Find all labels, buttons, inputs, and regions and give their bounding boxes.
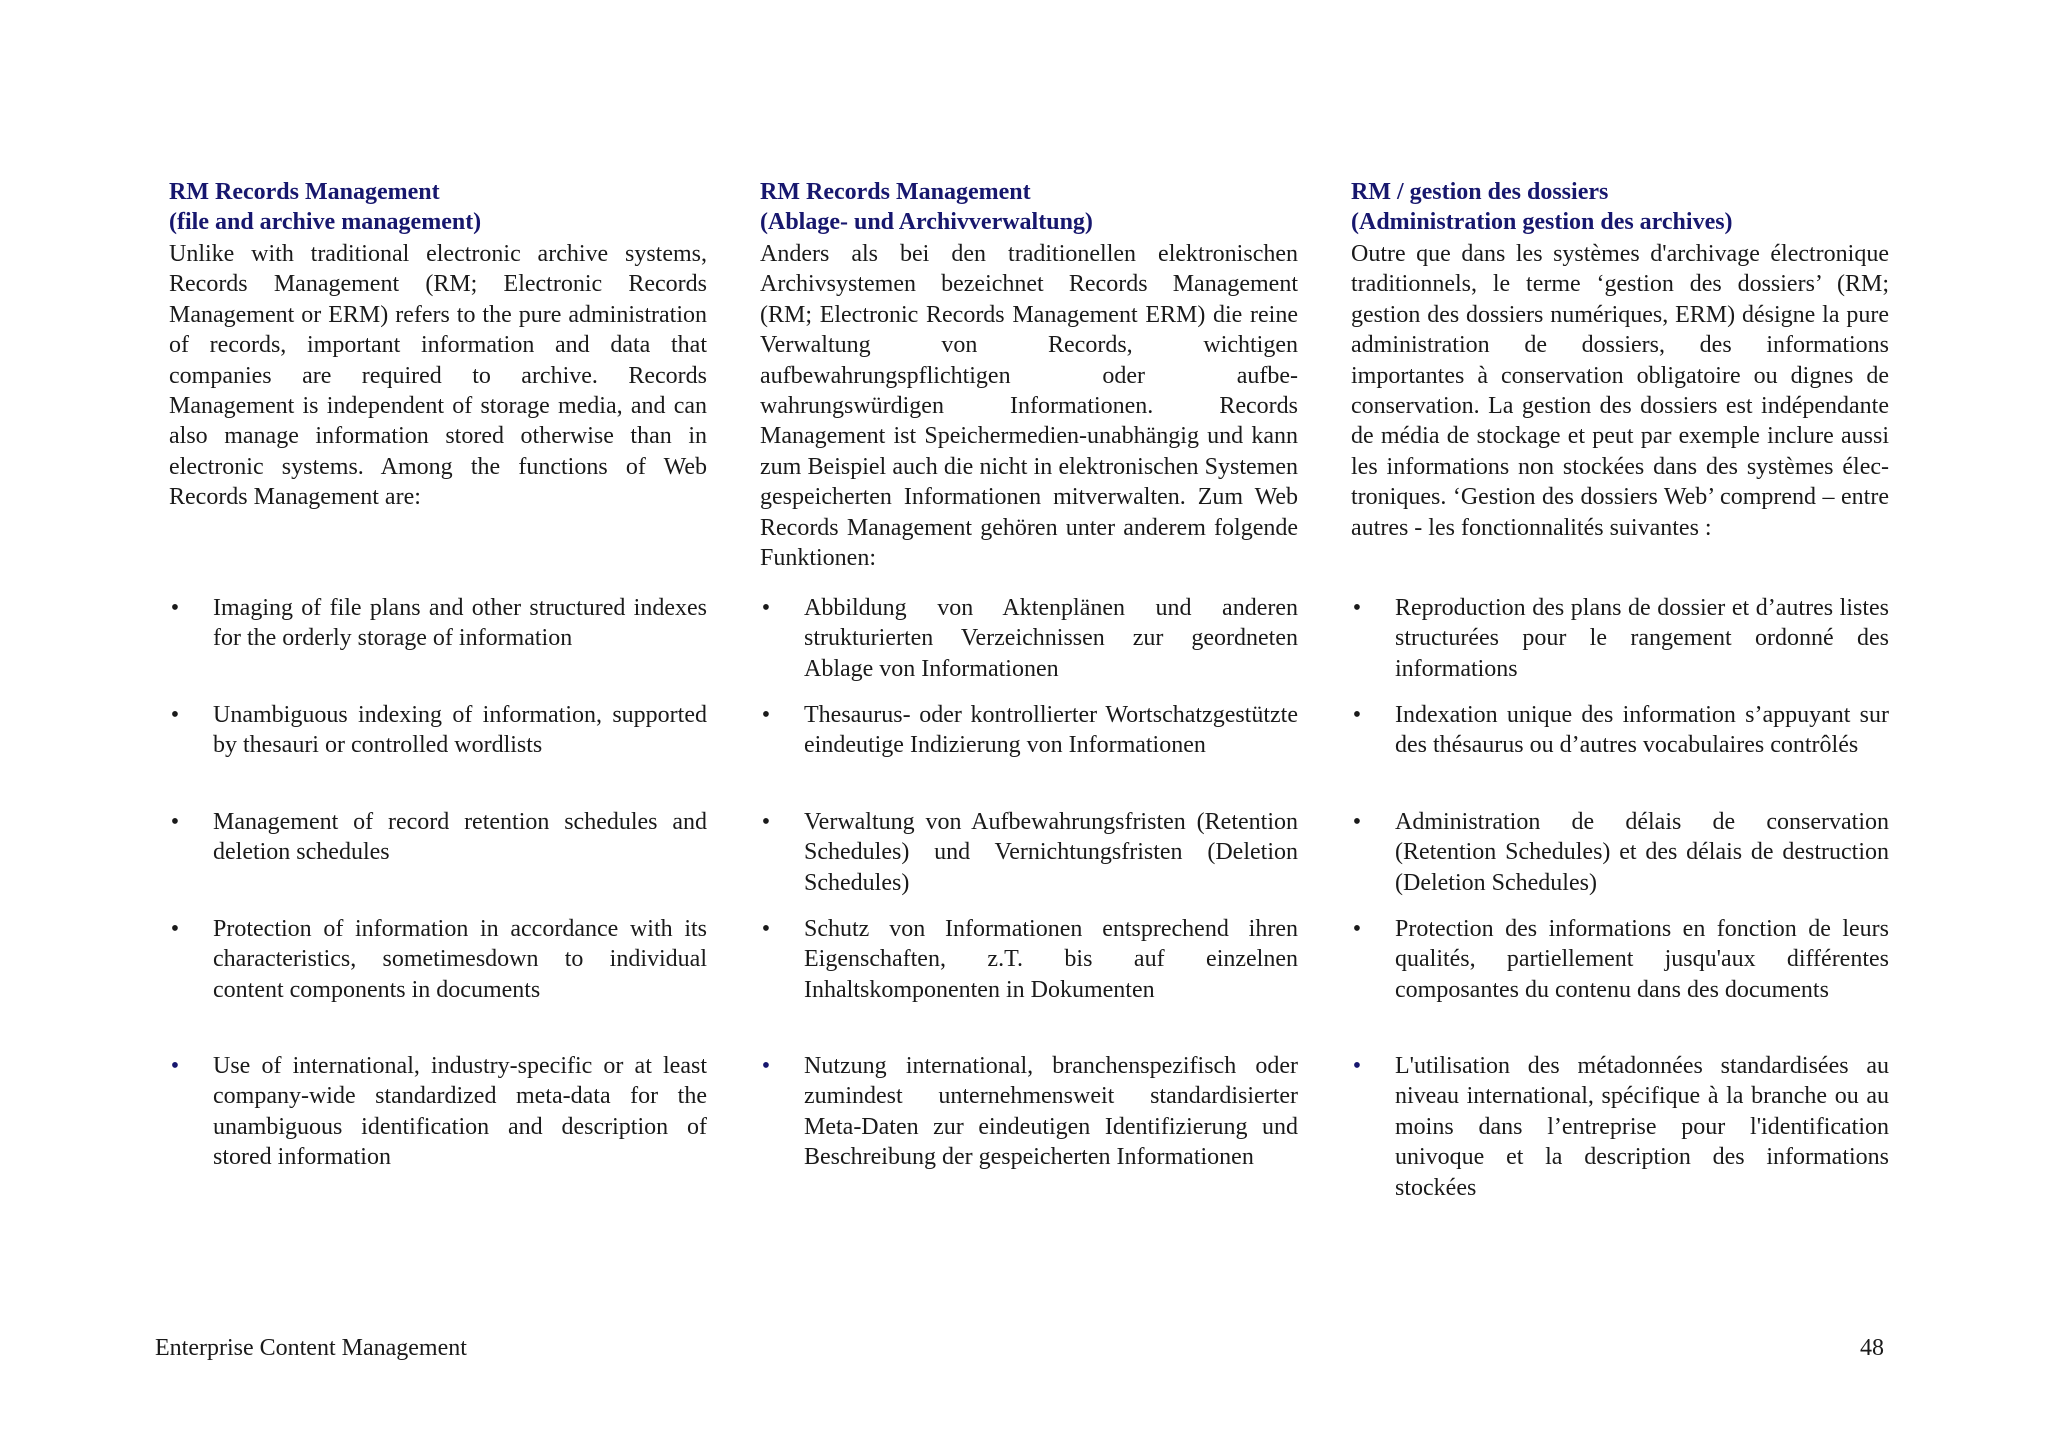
heading-line-2: (file and archive management) — [169, 209, 482, 235]
section-heading — [169, 177, 707, 239]
list-item — [1351, 593, 1889, 700]
heading-line-1: RM / gestion des dossiers — [1351, 179, 1609, 205]
bullet-icon: • — [170, 1053, 180, 1079]
bullet-icon: • — [761, 595, 771, 621]
list-item — [760, 914, 1298, 1051]
bullet-icon: • — [761, 1053, 771, 1079]
list-item — [169, 807, 707, 914]
heading-line-1: RM Records Management — [169, 179, 440, 205]
heading-line-1: RM Records Management — [760, 179, 1031, 205]
section-heading — [1351, 177, 1889, 239]
heading-line-2: (Administration gestion des archives) — [1351, 209, 1733, 235]
intro-paragraph: Outre que dans les systèmes d'archivage électronique traditionnels, le terme ‘gestion des dossiers’ (RM; gestion des dossiers numériques, ERM) désigne la pure administration de dossiers, des informations importantes à conservation obligatoire ou dignes de conservation. La gestion des dossiers est indépendante de média de stockage et peut par exemple inclure aussi les informations non stockées dans des systèmes électroniques. ‘Gestion des dossiers Web’ comprend – entre autres - les fonctionnalités suivantes : — [1351, 241, 1889, 541]
list-item — [1351, 700, 1889, 807]
list-item-text: Administration de délais de conservation (Retention Schedules) et des délais de destruction (Deletion Schedules) — [1395, 809, 1889, 896]
list-item — [760, 700, 1298, 807]
list-item-text: Nutzung international, branchenspezifisch oder zumindest unternehmensweit standardisierter Meta-Daten zur eindeutigen Identifizierung und Beschreibung der gespeicherten Informationen — [804, 1053, 1298, 1171]
bullet-icon: • — [1352, 809, 1362, 835]
footer-title: Enterprise Content Management — [155, 1335, 467, 1361]
list-item-text: Protection des informations en fonction de leurs qualités, partiellement jusqu'aux différentes composantes du contenu dans des documents — [1395, 916, 1889, 1003]
list-item — [169, 700, 707, 807]
list-item — [169, 593, 707, 700]
list-item — [760, 593, 1298, 700]
list-item-text: Reproduction des plans de dossier et d’autres listes structurées pour le rangement ordonné des informations — [1395, 595, 1889, 682]
bullet-icon: • — [170, 595, 180, 621]
function-list — [760, 593, 1298, 1181]
bullet-icon: • — [1352, 916, 1362, 942]
bullet-icon: • — [170, 702, 180, 728]
list-item — [760, 1051, 1298, 1181]
column-english — [169, 177, 707, 1181]
bullet-icon: • — [170, 809, 180, 835]
bullet-icon: • — [1352, 702, 1362, 728]
list-item-text: Indexation unique des information s’appuyant sur des thésaurus ou d’autres vocabulaires contrôlés — [1395, 702, 1889, 759]
bullet-icon: • — [1352, 1053, 1362, 1079]
list-item — [1351, 914, 1889, 1051]
bullet-icon: • — [1352, 595, 1362, 621]
heading-line-2: (Ablage- und Archivverwaltung) — [760, 209, 1093, 235]
bullet-icon: • — [761, 809, 771, 835]
list-item-text: Thesaurus- oder kontrollierter Wortschatzgestützte eindeutige Indizierung von Informationen — [804, 702, 1298, 759]
list-item-text: Management of record retention schedules and deletion schedules — [213, 809, 707, 866]
list-item-text: Use of international, industry-specific or at least company-wide standardized meta-data for the unambiguous identification and description of stored information — [213, 1053, 707, 1171]
list-item — [169, 1051, 707, 1181]
list-item-text: Schutz von Informationen entsprechend ihren Eigenschaften, z.T. bis auf einzelnen Inhaltskomponenten in Dokumenten — [804, 916, 1298, 1003]
intro-paragraph: Unlike with traditional electronic archive systems, Records Management (RM; Electronic Records Management or ERM) refers to the pure administration of records, important information and data that companies are required to archive. Records Management is independent of storage media, and can also manage information stored otherwise than in electronic systems. Among the functions of Web Records Management are: — [169, 241, 707, 511]
function-list — [169, 593, 707, 1181]
bullet-icon: • — [761, 916, 771, 942]
section-heading — [760, 177, 1298, 239]
page-number: 48 — [1860, 1335, 1884, 1361]
function-list — [1351, 593, 1889, 1201]
list-item-text: Abbildung von Aktenplänen und anderen strukturierten Verzeichnissen zur geordneten Ablage von Informationen — [804, 595, 1298, 682]
list-item — [169, 914, 707, 1051]
list-item-text: Imaging of file plans and other structured indexes for the orderly storage of information — [213, 595, 707, 652]
list-item-text: Verwaltung von Aufbewahrungsfristen (Retention Schedules) und Vernichtungsfristen (Deletion Schedules) — [804, 809, 1298, 896]
intro-paragraph: Anders als bei den traditionellen elektronischen Archivsystemen bezeichnet Records Management (RM; Electronic Records Management ERM) die reine Verwaltung von Records, wichtigen aufbewahrungspflichtigen oder aufbewahrungswürdigen Informationen. Records Management ist Speichermedien-unabhängig und kann zum Beispiel auch die nicht in elektronischen Systemen gespeicherten Informationen mitverwalten. Zum Web Records Management gehören unter anderem folgende Funktionen: — [760, 241, 1298, 572]
list-item — [1351, 807, 1889, 914]
bullet-icon: • — [170, 916, 180, 942]
column-german — [760, 177, 1298, 1181]
column-french — [1351, 177, 1889, 1201]
list-item-text: L'utilisation des métadonnées standardisées au niveau international, spécifique à la branche ou au moins dans l’entreprise pour l'identification univoque et la description des informations stockées — [1395, 1053, 1889, 1201]
list-item — [760, 807, 1298, 914]
bullet-icon: • — [761, 702, 771, 728]
list-item-text: Unambiguous indexing of information, supported by thesauri or controlled wordlists — [213, 702, 707, 759]
list-item — [1351, 1051, 1889, 1201]
list-item-text: Protection of information in accordance with its characteristics, sometimesdown to individual content components in documents — [213, 916, 707, 1003]
